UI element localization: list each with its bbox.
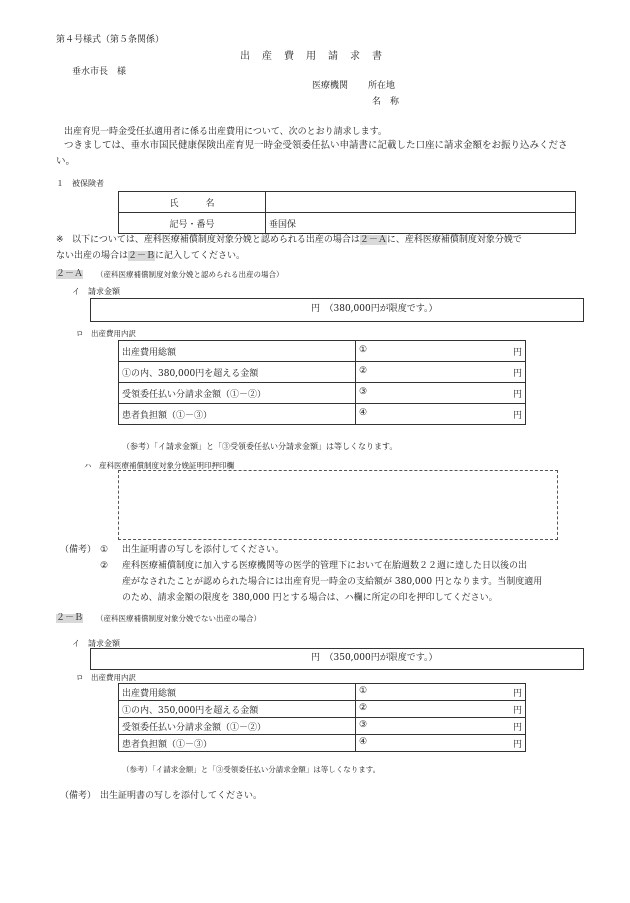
amount-cell[interactable]: ③ 円 xyxy=(356,383,526,404)
row-label: 出産費用総額 xyxy=(119,684,356,701)
amount-cell[interactable]: ① 円 xyxy=(356,684,526,701)
detail-heading-b: ロ 出産費用内訳 xyxy=(76,673,136,682)
claim-amount-box-b[interactable] xyxy=(90,648,584,670)
remark-2-number: ② xyxy=(100,561,109,571)
note-line-2: ない出産の場合は２－Ｂに記入してください。 xyxy=(56,251,246,261)
insured-table xyxy=(118,191,576,234)
row-label: ①の内、350,000円を超える金額 xyxy=(119,701,356,718)
table-row xyxy=(119,404,526,425)
amount-cell[interactable]: ② 円 xyxy=(356,362,526,383)
row-label: 受領委任払い分請求金額（①－②） xyxy=(119,718,356,735)
section-2b-desc: （産科医療補償制度対象分娩でない出産の場合） xyxy=(96,614,261,623)
table-row xyxy=(119,362,526,383)
reference-note-a: （参考）「イ請求金額」と「③受領委任払い分請求金額」は等しくなります。 xyxy=(122,442,398,451)
remark-2-line-2: 産がなされたことが認められた場合には出産育児一時金の支給額が 380,000 円となります。当制度適用 xyxy=(122,577,543,587)
table-row xyxy=(119,701,526,718)
intro-line-1: 出産育児一時金受任払適用者に係る出産費用について、次のとおり請求します。 xyxy=(64,127,387,137)
insured-heading: １ 被保険者 xyxy=(56,179,104,188)
amount-cell[interactable]: ④ 円 xyxy=(356,404,526,425)
table-row xyxy=(119,684,526,701)
claim-heading-a: イ 請求金額 xyxy=(72,287,120,296)
institution-label: 医療機関 xyxy=(312,81,349,91)
claim-amount-text-a: 円 （380,000円が限度です。） xyxy=(311,304,438,314)
form-number: 第４号様式（第５条関係） xyxy=(56,35,165,45)
table-row xyxy=(119,718,526,735)
detail-heading-a: ロ 出産費用内訳 xyxy=(76,329,136,338)
reference-note-b: （参考）「イ請求金額」と「③受領委任払い分請求金額」は等しくなります。 xyxy=(122,765,381,774)
remarks-label-b: （備考） xyxy=(60,791,97,801)
note-mark: ※ xyxy=(56,235,64,245)
remark-1-text: 出生証明書の写しを添付してください。 xyxy=(122,545,285,555)
name-field[interactable] xyxy=(266,192,576,213)
amount-cell[interactable]: ② 円 xyxy=(356,701,526,718)
section-2a-label: ２－Ａ xyxy=(56,269,84,279)
table-row xyxy=(119,383,526,404)
amount-cell[interactable]: ① 円 xyxy=(356,341,526,362)
table-row xyxy=(119,735,526,752)
remarks-text-b: 出生証明書の写しを添付してください。 xyxy=(100,791,263,801)
name-label: 氏 名 xyxy=(119,192,266,213)
remark-1-number: ① xyxy=(100,545,109,555)
intro-line-2: つきましては、垂水市国民健康保険出産育児一時金受領委任払い申請書に記載した口座に請求金額をお振り込みください。 xyxy=(56,140,568,167)
amount-cell[interactable]: ④ 円 xyxy=(356,735,526,752)
row-label: ①の内、380,000円を超える金額 xyxy=(119,362,356,383)
section-2b-label: ２－Ｂ xyxy=(56,613,84,623)
symbol-number-label: 記号・番号 xyxy=(119,213,266,234)
institution-name-label: 名 称 xyxy=(372,97,400,107)
stamp-box[interactable] xyxy=(118,470,558,540)
row-label: 患者負担額（①－③） xyxy=(119,404,356,425)
institution-address-label: 所在地 xyxy=(368,81,396,91)
row-label: 患者負担額（①－③） xyxy=(119,735,356,752)
row-label: 受領委任払い分請求金額（①－②） xyxy=(119,383,356,404)
remark-2-line-1: 産科医療補償制度に加入する医療機関等の医学的管理下において在胎週数２２週に達した日以後の出 xyxy=(122,561,528,571)
claim-amount-text-b: 円 （350,000円が限度です。） xyxy=(311,653,438,663)
stamp-heading: ハ 産科医療補償制度対象分娩証明印押印欄 xyxy=(84,461,234,470)
note-line-1: 以下については、産科医療補償制度対象分娩と認められる出産の場合は２－Ａに、産科医療補償制度対象分娩で xyxy=(72,235,522,245)
claim-amount-box-a[interactable] xyxy=(90,298,584,322)
claim-heading-b: イ 請求金額 xyxy=(72,639,120,648)
row-label: 出産費用総額 xyxy=(119,341,356,362)
addressee: 垂水市長 様 xyxy=(72,67,127,77)
detail-table-b xyxy=(118,683,526,752)
symbol-number-field[interactable]: 垂国保 xyxy=(266,213,576,234)
table-row xyxy=(119,341,526,362)
remarks-label: （備考） xyxy=(60,545,97,555)
document-title: 出 産 費 用 請 求 書 xyxy=(240,51,383,62)
section-2a-desc: （産科医療補償制度対象分娩と認められる出産の場合） xyxy=(96,270,284,279)
detail-table-a xyxy=(118,340,526,425)
remark-2-line-3: のため、請求金額の限度を 380,000 円とする場合は、ハ欄に所定の印を押印してください。 xyxy=(122,593,498,603)
amount-cell[interactable]: ③ 円 xyxy=(356,718,526,735)
